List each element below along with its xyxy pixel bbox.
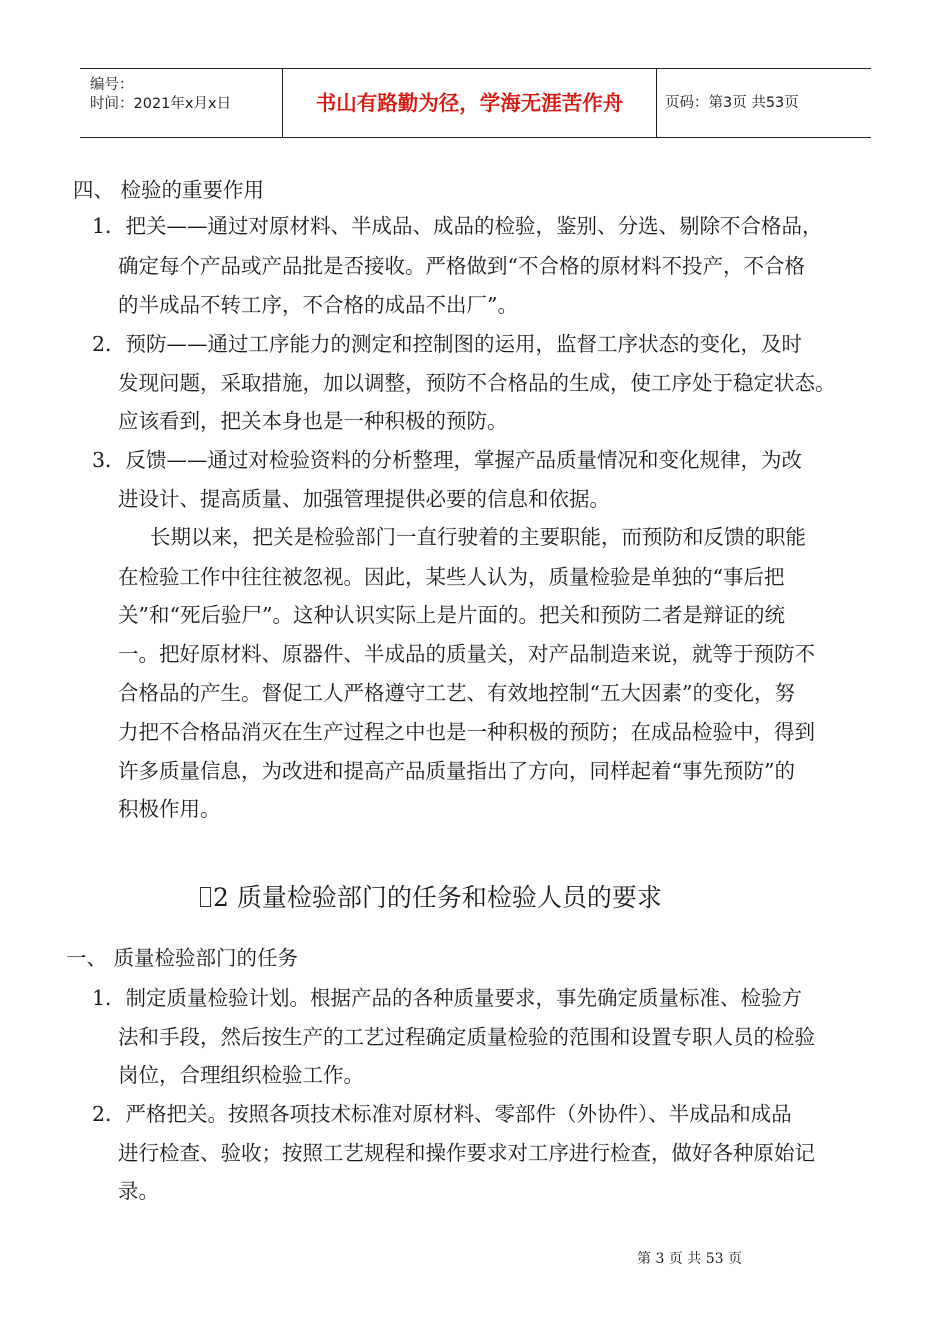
page-footer: 第 3 页 共 53 页 xyxy=(637,1251,742,1267)
document-date: 时间：2021年x月x日 xyxy=(90,96,232,112)
paragraph-line: 合格品的产生。督促工人严格遵守工艺、有效地控制“五大因素”的变化，努 xyxy=(118,681,795,705)
list-item-line: 进行检查、验收；按照工艺规程和操作要求对工序进行检查，做好各种原始记 xyxy=(118,1141,815,1165)
document-number: 编号： xyxy=(90,77,134,93)
page-header xyxy=(80,68,871,138)
list-item-line: 2．严格把关。按照各项技术标准对原材料、零部件（外协件）、半成品和成品 xyxy=(92,1102,792,1126)
list-item-line: 的半成品不转工序，不合格的成品不出厂”。 xyxy=(118,293,518,317)
list-item-line: 应该看到，把关本身也是一种积极的预防。 xyxy=(118,409,508,433)
list-item-line: 3．反馈——通过对检验资料的分析整理，掌握产品质量情况和变化规律，为改 xyxy=(92,448,803,472)
section-heading: 一、 质量检验部门的任务 xyxy=(66,946,299,970)
list-item-line: 1．制定质量检验计划。根据产品的各种质量要求，事先确定质量标准、检验方 xyxy=(92,986,803,1010)
paragraph-line: 长期以来，把关是检验部门一直行驶着的主要职能，而预防和反馈的职能 xyxy=(150,525,806,549)
section-title xyxy=(200,878,662,914)
list-item-line: 岗位，合理组织检验工作。 xyxy=(118,1063,364,1087)
paragraph-line: 积极作用。 xyxy=(118,797,221,821)
list-item-line: 进设计、提高质量、加强管理提供必要的信息和依据。 xyxy=(118,487,610,511)
list-item-line: 2．预防——通过工序能力的测定和控制图的运用，监督工序状态的变化，及时 xyxy=(92,332,803,356)
list-item-line: 确定每个产品或产品批是否接收。严格做到“不合格的原材料不投产，不合格 xyxy=(118,254,805,278)
paragraph-line: 力把不合格品消灭在生产过程之中也是一种积极的预防；在成品检验中，得到 xyxy=(118,720,815,744)
header-page-number: 页码：第3页 共53页 xyxy=(665,95,799,111)
header-motto: 书山有路勤为径，学海无涯苦作舟 xyxy=(283,69,657,137)
missing-glyph-icon xyxy=(200,887,211,907)
section-title-text: 2 质量检验部门的任务和检验人员的要求 xyxy=(213,883,662,912)
header-meta-cell xyxy=(80,69,283,137)
paragraph-line: 关”和“死后验尸”。这种认识实际上是片面的。把关和预防二者是辩证的统 xyxy=(118,603,785,627)
list-item-line: 法和手段，然后按生产的工艺过程确定质量检验的范围和设置专职人员的检验 xyxy=(118,1025,815,1049)
paragraph-line: 许多质量信息，为改进和提高产品质量指出了方向，同样起着“事先预防”的 xyxy=(118,759,795,783)
paragraph-line: 在检验工作中往往被忽视。因此，某些人认为，质量检验是单独的“事后把 xyxy=(118,565,785,589)
section-heading: 四、 检验的重要作用 xyxy=(73,178,265,202)
paragraph-line: 一。把好原材料、原器件、半成品的质量关，对产品制造来说，就等于预防不 xyxy=(118,642,815,666)
list-item-line: 录。 xyxy=(118,1179,159,1203)
list-item-line: 1．把关——通过对原材料、半成品、成品的检验，鉴别、分选、剔除不合格品， xyxy=(92,214,823,238)
list-item-line: 发现问题，采取措施，加以调整，预防不合格品的生成，使工序处于稳定状态。 xyxy=(118,371,836,395)
